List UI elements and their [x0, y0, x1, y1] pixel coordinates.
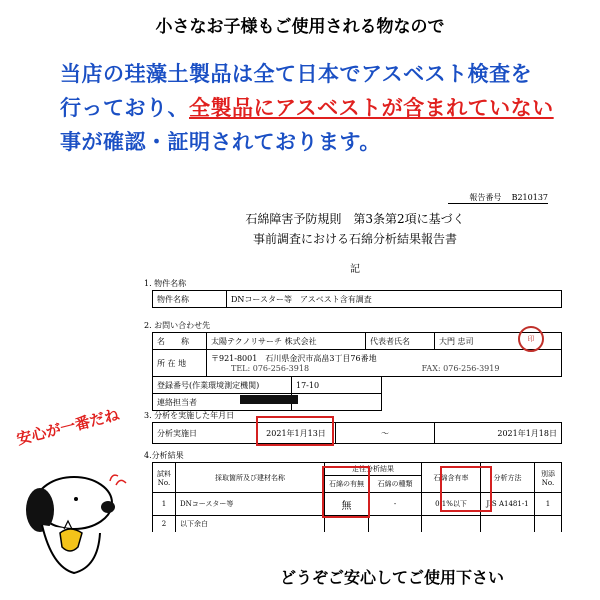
date-end: 2021年1月18日 — [435, 423, 562, 444]
headline-line2 — [60, 92, 554, 122]
redacted-bar — [240, 395, 298, 404]
registration-table — [152, 376, 382, 411]
report-number-label: 報告番号 — [469, 193, 502, 202]
row2-attach — [535, 516, 562, 533]
bottom-note: どうぞご安心してご使用下さい — [280, 568, 505, 587]
row2-kind — [369, 516, 422, 533]
headline-line3: 事が確認・証明されております。 — [60, 130, 381, 154]
row2-method — [481, 516, 535, 533]
row1-place: DNコースター等 — [176, 493, 325, 516]
h-no: 試料No. — [153, 463, 176, 493]
row1-attach: 1 — [535, 493, 562, 516]
top-note: 小さなお子様もご使用される物なので — [155, 17, 445, 37]
section4-heading: 4.分析結果 — [144, 451, 184, 460]
row2-place: 以下余白 — [176, 516, 325, 533]
h-method: 分析方法 — [481, 463, 535, 493]
section1-heading: 1. 物件名称 — [144, 279, 187, 288]
headline-highlight: 全製品にアスベストが含まれていない — [189, 96, 554, 120]
h-presence: 石綿の有無 — [325, 476, 369, 493]
h-place: 採取箇所及び建材名称 — [176, 463, 325, 493]
row1-presence: 無 — [325, 493, 369, 516]
h-kind: 石綿の種類 — [369, 476, 422, 493]
report-number-underline — [448, 203, 548, 204]
presence-highlight-box — [322, 466, 370, 518]
item-table — [152, 290, 562, 308]
contact-table — [152, 332, 562, 377]
row1-method: JIS A1481-1 — [481, 493, 535, 516]
tel: TEL: 076-256-3918 — [231, 364, 310, 373]
address-value: 〒921-8001 石川県金沢市高畠3丁目76番地 — [211, 354, 377, 363]
contact-person-label: 連絡担当者 — [153, 394, 292, 411]
address-cell — [207, 350, 562, 377]
snoopy-illustration — [12, 455, 132, 580]
h-attach: 別添No. — [535, 463, 562, 493]
report-number — [469, 192, 548, 203]
headline-line1: 当店の珪藻土製品は全て日本でアスベスト検査を — [60, 62, 533, 86]
section3-heading: 3. 分析を実施した年月日 — [144, 411, 235, 420]
reg-label: 登録番号(作業環境測定機関) — [153, 377, 292, 394]
row2-no: 2 — [153, 516, 176, 533]
item-label: 物件名称 — [153, 291, 227, 308]
report-title-1: 石綿障害予防規則 第3条第2項に基づく — [245, 212, 465, 226]
content-highlight-box — [440, 466, 492, 512]
company-seal: 印 — [518, 326, 544, 352]
date-sep: 〜 — [336, 423, 435, 444]
row1-content: 0.1%以下 — [422, 493, 481, 516]
row2-content — [422, 516, 481, 533]
anshin-caption: 安心が一番だね — [14, 405, 122, 449]
h-qual: 定性分析結果 — [325, 463, 422, 476]
date-start: 2021年1月13日 — [257, 423, 336, 444]
headline-line2-prefix: 行っており、 — [60, 96, 189, 120]
reg-value: 17-10 — [292, 377, 382, 394]
section2-heading: 2. お問い合わせ先 — [144, 321, 211, 330]
company-value: 太陽テクノリサーチ 株式会社 — [207, 333, 366, 350]
company-label: 名 称 — [153, 333, 207, 350]
report-ki: 記 — [350, 264, 360, 275]
report-document — [140, 188, 570, 538]
report-title-2: 事前調査における石綿分析結果報告書 — [252, 232, 457, 246]
row1-kind: - — [369, 493, 422, 516]
h-content: 石綿含有率 — [422, 463, 481, 493]
item-value: DNコースター等 アスベスト含有調査 — [227, 291, 562, 308]
report-number-value: B210137 — [511, 193, 548, 202]
date-highlight-box — [256, 416, 334, 446]
address-label: 所 在 地 — [153, 350, 207, 377]
rep-value: 大門 忠司 — [435, 333, 562, 350]
contact-person-value — [292, 394, 382, 411]
date-table — [152, 422, 562, 444]
date-label: 分析実施日 — [153, 423, 257, 444]
row1-no: 1 — [153, 493, 176, 516]
rep-label: 代表者氏名 — [366, 333, 435, 350]
fax: FAX: 076-256-3919 — [421, 364, 500, 373]
